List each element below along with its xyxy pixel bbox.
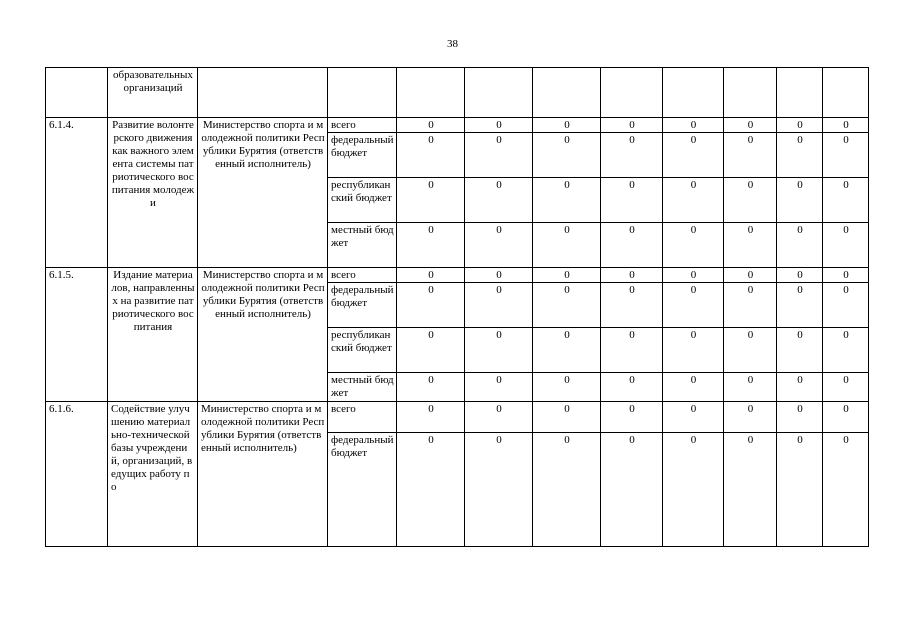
value-cell: 0 [465, 133, 533, 178]
table-row [46, 118, 869, 133]
value-cell: 0 [823, 402, 869, 433]
item-name-cell: образовательных организаций [108, 68, 198, 118]
value-cell: 0 [724, 268, 777, 283]
executor-cell: Министерство спорта и молодежной политики Республики Бурятия (ответственный исполнитель) [198, 118, 328, 268]
value-cell: 0 [663, 433, 724, 547]
executor-cell: Министерство спорта и молодежной политики Республики Бурятия (ответственный исполнитель) [198, 402, 328, 547]
value-cell: 0 [601, 373, 663, 402]
executor-cell [198, 68, 328, 118]
value-cell: 0 [724, 178, 777, 223]
value-cell: 0 [465, 328, 533, 373]
value-cell [465, 68, 533, 118]
value-cell [663, 68, 724, 118]
value-cell: 0 [601, 328, 663, 373]
value-cell: 0 [397, 433, 465, 547]
value-cell: 0 [601, 402, 663, 433]
value-cell: 0 [823, 283, 869, 328]
value-cell: 0 [397, 133, 465, 178]
value-cell: 0 [724, 402, 777, 433]
value-cell: 0 [533, 133, 601, 178]
value-cell: 0 [663, 373, 724, 402]
value-cell: 0 [823, 328, 869, 373]
item-number-cell [46, 68, 108, 118]
item-name-cell: Издание материалов, направленных на развитие патриотического воспитания [108, 268, 198, 402]
value-cell: 0 [465, 283, 533, 328]
value-cell: 0 [601, 223, 663, 268]
value-cell [724, 68, 777, 118]
value-cell: 0 [823, 268, 869, 283]
value-cell: 0 [777, 268, 823, 283]
value-cell: 0 [823, 118, 869, 133]
funding-source-cell: республиканский бюджет [328, 328, 397, 373]
value-cell: 0 [823, 433, 869, 547]
funding-source-cell: федеральный бюджет [328, 283, 397, 328]
value-cell: 0 [465, 178, 533, 223]
value-cell: 0 [397, 328, 465, 373]
value-cell: 0 [465, 373, 533, 402]
value-cell: 0 [397, 223, 465, 268]
item-number-cell: 6.1.6. [46, 402, 108, 547]
value-cell: 0 [397, 268, 465, 283]
value-cell: 0 [533, 223, 601, 268]
funding-source-cell: местный бюджет [328, 373, 397, 402]
value-cell: 0 [465, 223, 533, 268]
value-cell: 0 [823, 178, 869, 223]
funding-source-cell: местный бюджет [328, 223, 397, 268]
value-cell: 0 [601, 178, 663, 223]
item-name-cell: Развитие волонтерского движения как важного элемента системы патриотического воспитания молодежи [108, 118, 198, 268]
value-cell [777, 68, 823, 118]
value-cell: 0 [397, 373, 465, 402]
executor-cell: Министерство спорта и молодежной политики Республики Бурятия (ответственный исполнитель) [198, 268, 328, 402]
value-cell: 0 [724, 433, 777, 547]
value-cell: 0 [724, 283, 777, 328]
value-cell: 0 [663, 133, 724, 178]
funding-source-cell: федеральный бюджет [328, 133, 397, 178]
value-cell: 0 [777, 433, 823, 547]
value-cell: 0 [724, 118, 777, 133]
value-cell: 0 [465, 118, 533, 133]
value-cell: 0 [663, 328, 724, 373]
funding-source-cell: всего [328, 268, 397, 283]
value-cell: 0 [533, 402, 601, 433]
value-cell: 0 [397, 402, 465, 433]
value-cell: 0 [601, 433, 663, 547]
value-cell: 0 [663, 402, 724, 433]
value-cell: 0 [397, 118, 465, 133]
value-cell: 0 [601, 283, 663, 328]
value-cell: 0 [777, 178, 823, 223]
value-cell: 0 [533, 268, 601, 283]
value-cell: 0 [663, 118, 724, 133]
value-cell: 0 [397, 283, 465, 328]
value-cell: 0 [724, 133, 777, 178]
funding-source-cell: всего [328, 402, 397, 433]
funding-source-cell: федеральный бюджет [328, 433, 397, 547]
value-cell: 0 [663, 268, 724, 283]
value-cell: 0 [777, 223, 823, 268]
value-cell: 0 [533, 373, 601, 402]
value-cell [823, 68, 869, 118]
funding-source-cell: всего [328, 118, 397, 133]
value-cell: 0 [601, 268, 663, 283]
value-cell: 0 [397, 178, 465, 223]
value-cell: 0 [823, 133, 869, 178]
value-cell: 0 [465, 433, 533, 547]
value-cell: 0 [533, 178, 601, 223]
value-cell: 0 [777, 118, 823, 133]
value-cell: 0 [777, 402, 823, 433]
value-cell: 0 [465, 268, 533, 283]
item-number-cell: 6.1.5. [46, 268, 108, 402]
table-row [46, 68, 869, 118]
value-cell: 0 [777, 373, 823, 402]
value-cell: 0 [777, 328, 823, 373]
value-cell: 0 [724, 223, 777, 268]
value-cell: 0 [823, 373, 869, 402]
value-cell: 0 [533, 433, 601, 547]
value-cell [601, 68, 663, 118]
table-row [46, 402, 869, 433]
value-cell: 0 [465, 402, 533, 433]
budget-table [45, 67, 869, 547]
funding-source-cell: республиканский бюджет [328, 178, 397, 223]
page-number: 38 [447, 38, 458, 50]
value-cell: 0 [777, 133, 823, 178]
item-name-cell: Содействие улучшению материально-технической базы учреждений, организаций, ведущих работу по [108, 402, 198, 547]
value-cell: 0 [823, 223, 869, 268]
value-cell [397, 68, 465, 118]
value-cell: 0 [601, 118, 663, 133]
value-cell: 0 [533, 328, 601, 373]
funding-source-cell [328, 68, 397, 118]
table-row [46, 268, 869, 283]
value-cell: 0 [663, 283, 724, 328]
value-cell [533, 68, 601, 118]
value-cell: 0 [777, 283, 823, 328]
value-cell: 0 [724, 373, 777, 402]
value-cell: 0 [663, 178, 724, 223]
value-cell: 0 [601, 133, 663, 178]
value-cell: 0 [533, 118, 601, 133]
value-cell: 0 [533, 283, 601, 328]
value-cell: 0 [663, 223, 724, 268]
value-cell: 0 [724, 328, 777, 373]
item-number-cell: 6.1.4. [46, 118, 108, 268]
